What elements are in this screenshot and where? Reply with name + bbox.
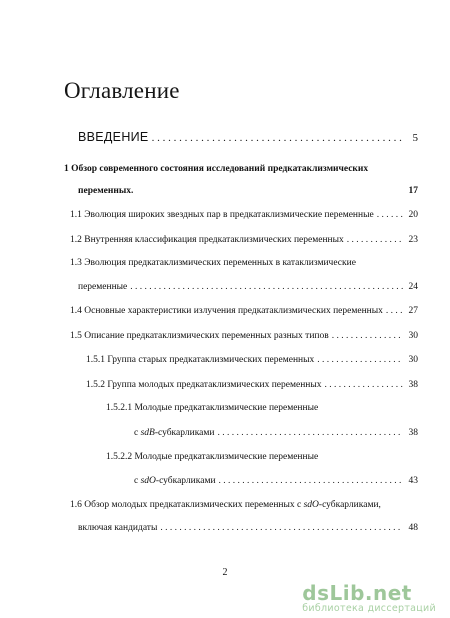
dot-leader xyxy=(377,209,403,221)
toc-entry-1-3-cont xyxy=(78,281,418,293)
watermark xyxy=(302,581,436,614)
toc-page-number: 17 xyxy=(408,186,418,196)
toc-entry-title-cont: включая кандидаты xyxy=(78,523,158,533)
toc-page-number: 48 xyxy=(408,523,418,533)
dot-leader xyxy=(217,427,403,439)
toc-page-number: 23 xyxy=(408,235,418,245)
toc-entry-intro xyxy=(78,131,418,144)
text-fragment: с xyxy=(134,428,141,438)
text-fragment: с xyxy=(134,476,141,486)
chapter-number: 1 xyxy=(64,164,69,174)
toc-entry-1-5-2-1-cont xyxy=(134,427,418,439)
toc-entry-title-cont: переменных. xyxy=(78,186,134,196)
watermark-logo: dsLib.net xyxy=(302,581,412,605)
toc-entry-1-1 xyxy=(70,209,418,221)
toc-entry-title: 1.1 Эволюция широких звездных пар в предкатаклизмические переменные xyxy=(70,210,374,220)
toc-page-number: 38 xyxy=(408,428,418,438)
toc-page-number: 30 xyxy=(408,355,418,365)
toc-entry-1-6 xyxy=(70,499,381,511)
toc-entry-title-cont xyxy=(134,475,216,487)
text-fragment: 1.6 Обзор молодых предкатаклизмических переменных с xyxy=(70,500,304,510)
toc-entry-title: 1.2 Внутренняя классификация предкатаклизмических переменных xyxy=(70,235,344,245)
toc-entry-1-5 xyxy=(70,330,418,342)
dot-leader xyxy=(160,522,403,534)
toc-entry-title: 1.5.2.2 Молодые предкатаклизмические переменные xyxy=(106,452,319,462)
italic-term: sdB xyxy=(140,428,155,438)
toc-page-number: 24 xyxy=(408,282,418,292)
dot-leader xyxy=(317,354,403,366)
toc-entry-title: Обзор современного состояния исследований предкатаклизмических xyxy=(71,164,369,174)
toc-page-number: 27 xyxy=(408,306,418,316)
toc-entry-1-5-2-1 xyxy=(106,402,318,414)
toc-entry-title-cont xyxy=(134,427,214,439)
toc-entry-1-2 xyxy=(70,234,418,246)
italic-term: sdO xyxy=(303,500,319,510)
toc-entry-chapter-1 xyxy=(64,163,368,175)
toc-entry-1-5-2 xyxy=(86,379,418,391)
dot-leader xyxy=(130,281,403,293)
text-fragment: -субкарликами xyxy=(154,428,215,438)
toc-entry-title: 1.5.2 Группа молодых предкатаклизмических переменных xyxy=(86,380,322,390)
toc-page-number: 30 xyxy=(408,331,418,341)
dot-leader xyxy=(152,132,403,144)
toc-entry-title: 1.5.2.1 Молодые предкатаклизмические переменные xyxy=(106,403,319,413)
page-number: 2 xyxy=(222,567,228,578)
toc-page-number: 20 xyxy=(408,210,418,220)
watermark-subtitle: библиотека диссертаций xyxy=(302,603,436,614)
text-fragment: -субкарликами xyxy=(155,476,216,486)
toc-entry-1-4 xyxy=(70,305,418,317)
toc-entry-title: 1.5 Описание предкатаклизмических переменных разных типов xyxy=(70,331,329,341)
toc-entry-1-6-cont xyxy=(78,522,418,534)
toc-entry-title-cont: переменные xyxy=(78,282,128,292)
dot-leader xyxy=(325,379,403,391)
toc-page-number: 38 xyxy=(408,380,418,390)
toc-entry-1-5-2-2-cont xyxy=(134,475,418,487)
toc-entry-1-5-1 xyxy=(86,354,418,366)
toc-entry-title: ВВЕДЕНИЕ xyxy=(78,131,149,144)
toc-page-number: 43 xyxy=(408,476,418,486)
toc-entry-title: 1.4 Основные характеристики излучения предкатаклизмических переменных xyxy=(70,306,383,316)
italic-term: sdO xyxy=(140,476,156,486)
toc-entry-title: 1.3 Эволюция предкатаклизмических переменных в катаклизмические xyxy=(70,258,356,268)
page-title: Оглавление xyxy=(64,78,180,103)
dot-leader xyxy=(332,330,403,342)
toc-entry-chapter-1-cont xyxy=(78,185,418,197)
text-fragment: -субкарликами, xyxy=(318,500,381,510)
toc-entry-1-3 xyxy=(70,257,356,269)
toc-page-number: 5 xyxy=(412,132,418,144)
toc-entry-1-5-2-2 xyxy=(106,451,318,463)
dot-leader xyxy=(386,305,403,317)
dot-leader xyxy=(219,475,403,487)
dot-leader xyxy=(347,234,403,246)
toc-entry-title: 1.5.1 Группа старых предкатаклизмических переменных xyxy=(86,355,315,365)
